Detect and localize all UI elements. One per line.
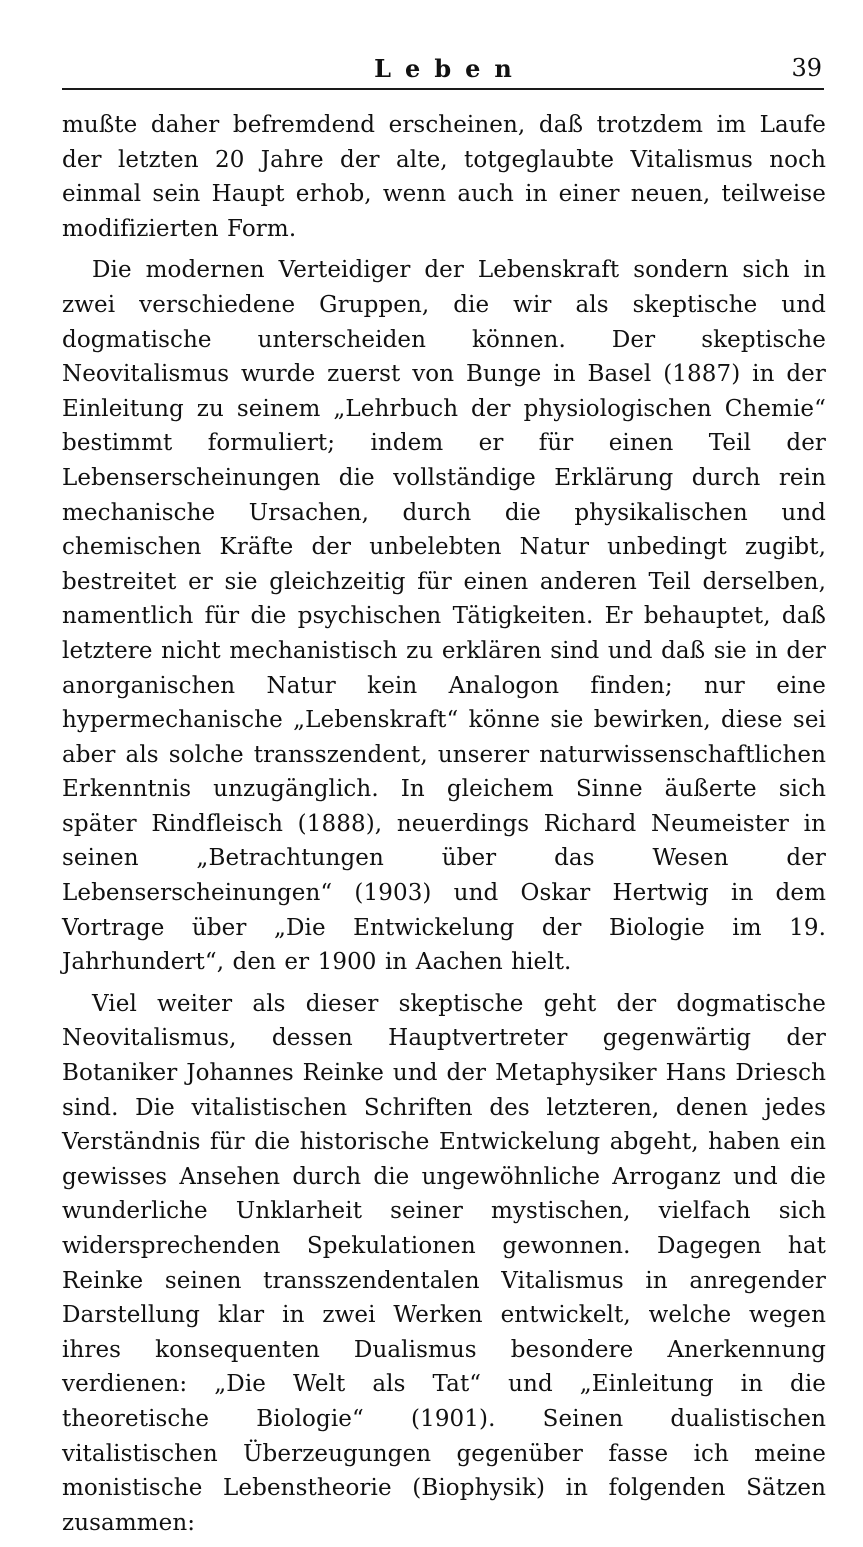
paragraph-1: mußte daher befremdend erscheinen, daß trotzdem im Laufe der letzten 20 Jahre der alte, totgeglaubte Vitalismus noch einmal sein Haupt erhob, wenn auch in einer neuen, teilweise modifizierten Form.	[62, 112, 826, 242]
paragraph-2: Die modernen Verteidiger der Lebenskraft sondern sich in zwei verschiedene Gruppen, die wir als skeptische und dogmatische unterscheiden können. Der skeptische Neovitalismus wurde zuerst von Bunge in Basel (1887) in der Einleitung zu seinem „Lehrbuch der physiologischen Chemie“ bestimmt formuliert; indem er für einen Teil der Lebenserscheinungen die vollständige Erklärung durch rein mechanische Ursachen, durch die physikalischen und chemischen Kräfte der unbelebten Natur unbedingt zugibt, bestreitet er sie gleichzeitig für einen anderen Teil derselben, namentlich für die psychischen Tätigkeiten. Er behauptet, daß letztere nicht mechanistisch zu erklären sind und daß sie in der anorganischen Natur kein Analogon finden; nur eine hypermechanische „Lebenskraft“ könne sie bewirken, diese sei aber als solche transszendent, unserer naturwissenschaftlichen Erkenntnis unzugänglich. In gleichem Sinne äußerte sich später Rindfleisch (1888), neuerdings Richard Neumeister in seinen „Betrachtungen über das Wesen der Lebenserscheinungen“ (1903) und Oskar Hertwig in dem Vortrage über „Die Entwickelung der Biologie im 19. Jahrhundert“, den er 1900 in Aachen hielt.	[62, 257, 826, 976]
page-number: 39	[791, 54, 822, 82]
running-title: Leben	[374, 54, 526, 83]
body-text	[62, 108, 826, 1547]
running-header	[62, 52, 824, 90]
paragraph-3: Viel weiter als dieser skeptische geht der dogmatische Neovitalismus, dessen Hauptvertreter gegenwärtig der Botaniker Johannes Reinke und der Metaphysiker Hans Driesch sind. Die vitalistischen Schriften des letzteren, denen jedes Verständnis für die historische Entwickelung abgeht, haben ein gewisses Ansehen durch die ungewöhnliche Arroganz und die wunderliche Unklarheit seiner mystischen, vielfach sich widersprechenden Spekulationen gewonnen. Dagegen hat Reinke seinen transszendentalen Vitalismus in anregender Darstellung klar in zwei Werken entwickelt, welche wegen ihres konsequenten Dualismus besondere Anerkennung verdienen: „Die Welt als Tat“ und „Einleitung in die theoretische Biologie“ (1901). Seinen dualistischen vitalistischen Überzeugungen gegenüber fasse ich meine monistische Lebenstheorie (Biophysik) in folgenden Sätzen zusammen:	[62, 990, 826, 1536]
